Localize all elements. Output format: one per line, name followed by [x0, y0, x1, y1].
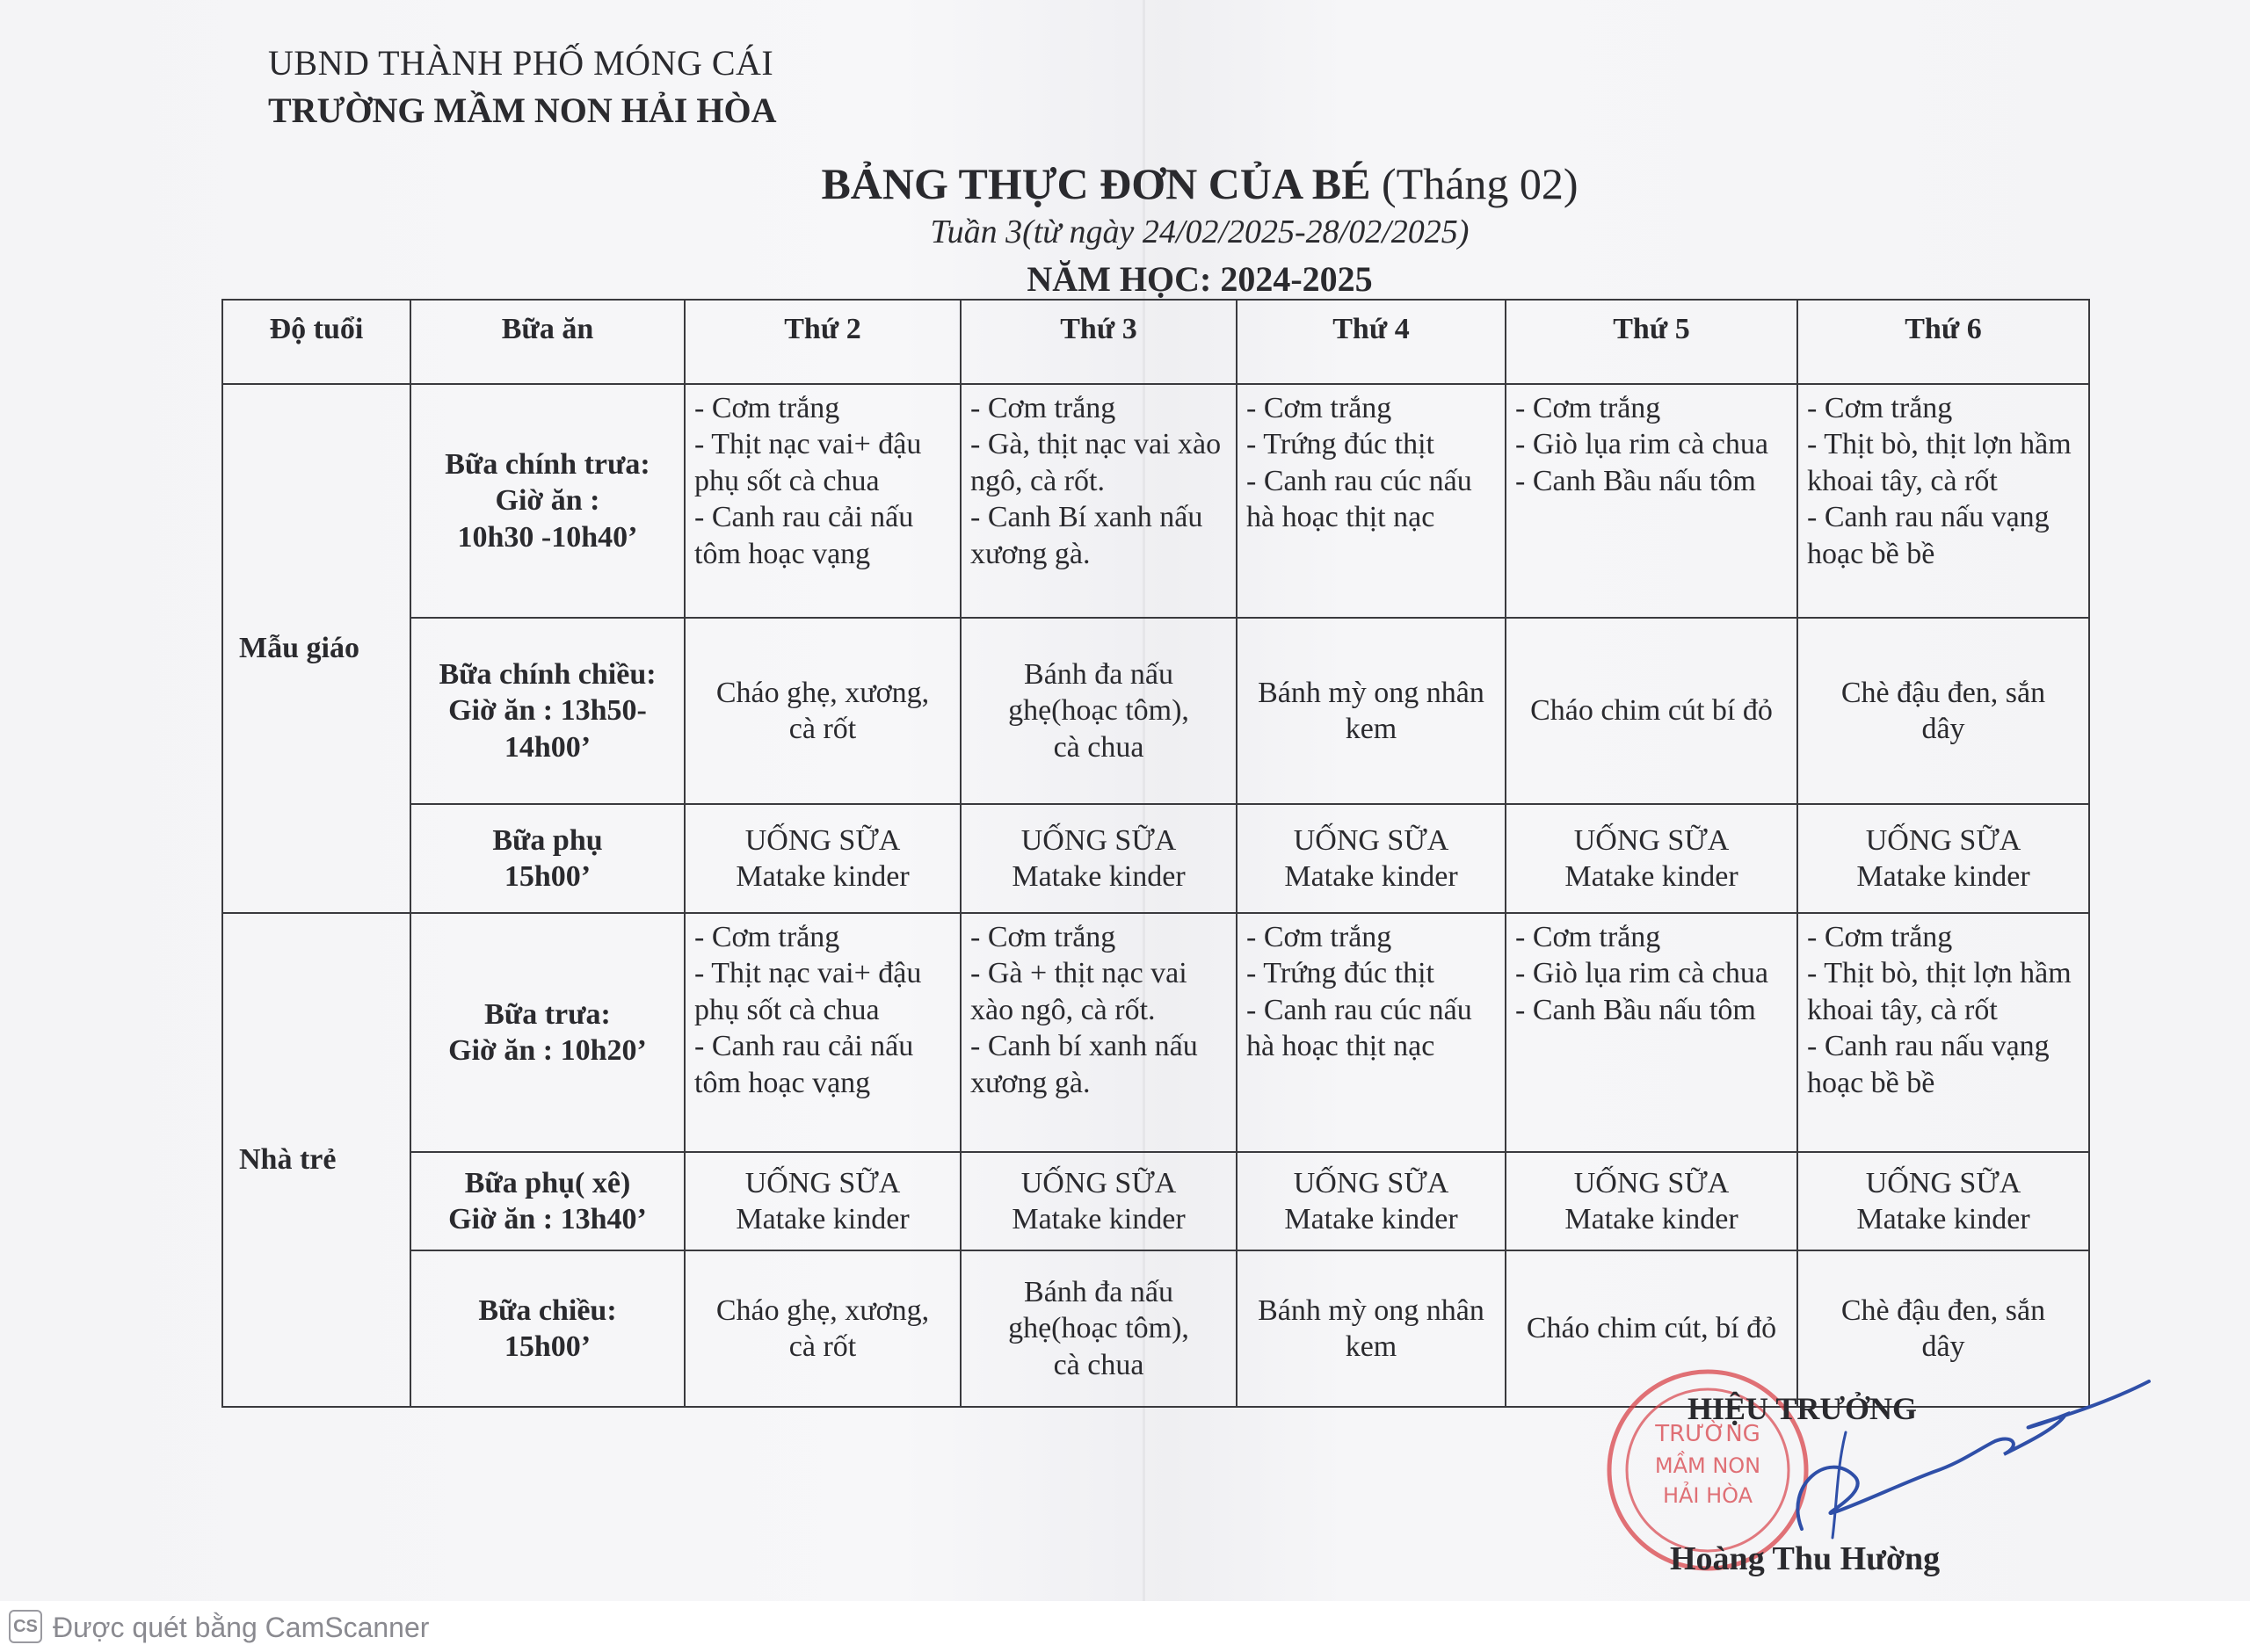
principal-name: Hoàng Thu Hường: [1670, 1540, 1941, 1577]
menu-table: [221, 299, 2090, 1408]
dish-cell: Bánh đa nấu ghẹ(hoạc tôm), cà chua: [961, 1250, 1237, 1407]
dish-cell: UỐNG SỮA Matake kinder: [1797, 1152, 2089, 1250]
week-range: Tuần 3(từ ngày 24/02/2025-28/02/2025): [930, 214, 1470, 250]
dish-cell: Bánh đa nấu ghẹ(hoạc tôm), cà chua: [961, 618, 1237, 804]
dish-cell: Chè đậu đen, sắn dây: [1797, 1250, 2089, 1407]
header-mon: Thứ 2: [685, 300, 961, 384]
dish-cell: Cháo chim cút, bí đỏ: [1506, 1250, 1797, 1407]
dish-cell: - Cơm trắng - Thịt nạc vai+ đậu phụ sốt cà chua - Canh rau cải nấu tôm hoạc vạng: [685, 384, 961, 618]
meal-name: Bữa chiều: 15h00’: [410, 1250, 685, 1407]
dish-cell: UỐNG SỮA Matake kinder: [1237, 1152, 1506, 1250]
dish-cell: UỐNG SỮA Matake kinder: [1506, 804, 1797, 913]
table-row: [222, 1152, 2089, 1250]
dish-cell: Cháo ghẹ, xương, cà rốt: [685, 618, 961, 804]
principal-title: HIỆU TRƯỞNG: [1688, 1391, 1918, 1426]
dish-cell: - Cơm trắng - Thịt bò, thịt lợn hầm khoai tây, cà rốt - Canh rau nấu vạng hoạc bề bề: [1797, 384, 2089, 618]
dish-cell: UỐNG SỮA Matake kinder: [1506, 1152, 1797, 1250]
dish-cell: UỐNG SỮA Matake kinder: [1237, 804, 1506, 913]
handwritten-signature: [1749, 1380, 2153, 1547]
header-meal: Bữa ăn: [410, 300, 685, 384]
header-wed: Thứ 4: [1237, 300, 1506, 384]
dish-cell: UỐNG SỮA Matake kinder: [1797, 804, 2089, 913]
header-age: Độ tuổi: [222, 300, 410, 384]
dish-cell: - Cơm trắng - Trứng đúc thịt - Canh rau cúc nấu hà hoạc thịt nạc: [1237, 384, 1506, 618]
dish-cell: - Cơm trắng - Trứng đúc thịt - Canh rau cúc nấu hà hoạc thịt nạc: [1237, 913, 1506, 1152]
dish-cell: Cháo chim cút bí đỏ: [1506, 618, 1797, 804]
stamp-text-line3: HẢI HÒA: [1662, 1483, 1753, 1508]
dish-cell: Bánh mỳ ong nhân kem: [1237, 1250, 1506, 1407]
dish-cell: - Cơm trắng - Thịt bò, thịt lợn hầm khoai tây, cà rốt - Canh rau nấu vạng hoạc bề bề: [1797, 913, 2089, 1152]
header-tue: Thứ 3: [961, 300, 1237, 384]
title-month: (Tháng 02): [1382, 159, 1579, 208]
dish-cell: UỐNG SỮA Matake kinder: [961, 1152, 1237, 1250]
school-name: TRƯỜNG MẦM NON HẢI HÒA: [268, 91, 777, 130]
dish-cell: - Cơm trắng - Giò lụa rim cà chua - Canh Bầu nấu tôm: [1506, 913, 1797, 1152]
dish-cell: - Cơm trắng - Thịt nạc vai+ đậu phụ sốt cà chua - Canh rau cải nấu tôm hoạc vạng: [685, 913, 961, 1152]
stamp-text-line1: TRƯỜNG: [1655, 1421, 1760, 1447]
age-group-nursery: Nhà trẻ: [222, 913, 410, 1407]
dish-cell: Cháo ghẹ, xương, cà rốt: [685, 1250, 961, 1407]
age-group-kindergarten: Mẫu giáo: [222, 384, 410, 913]
table-row: [222, 384, 2089, 618]
meal-name: Bữa phụ 15h00’: [410, 804, 685, 913]
camscanner-icon: CS: [9, 1610, 42, 1643]
table-row: [222, 618, 2089, 804]
dish-cell: Bánh mỳ ong nhân kem: [1237, 618, 1506, 804]
table-row: [222, 913, 2089, 1152]
header-thu: Thứ 5: [1506, 300, 1797, 384]
scanner-watermark: Được quét bằng CamScanner: [53, 1612, 430, 1643]
title-main: BẢNG THỰC ĐƠN CỦA BÉ: [821, 159, 1371, 208]
page-title: [0, 158, 2250, 209]
meal-name: Bữa trưa: Giờ ăn : 10h20’: [410, 913, 685, 1152]
table-row: [222, 804, 2089, 913]
header-fri: Thứ 6: [1797, 300, 2089, 384]
meal-name: Bữa chính chiều: Giờ ăn : 13h50- 14h00’: [410, 618, 685, 804]
dish-cell: - Cơm trắng - Gà + thịt nạc vai xào ngô, cà rốt. - Canh bí xanh nấu xương gà.: [961, 913, 1237, 1152]
dish-cell: - Cơm trắng - Gà, thịt nạc vai xào ngô, cà rốt. - Canh Bí xanh nấu xương gà.: [961, 384, 1237, 618]
table-header-row: [222, 300, 2089, 384]
dish-cell: Chè đậu đen, sắn dây: [1797, 618, 2089, 804]
dish-cell: UỐNG SỮA Matake kinder: [685, 804, 961, 913]
dish-cell: UỐNG SỮA Matake kinder: [961, 804, 1237, 913]
meal-name: Bữa phụ( xê) Giờ ăn : 13h40’: [410, 1152, 685, 1250]
dish-cell: UỐNG SỮA Matake kinder: [685, 1152, 961, 1250]
school-year: NĂM HỌC: 2024-2025: [1027, 259, 1373, 299]
dish-cell: - Cơm trắng - Giò lụa rim cà chua - Canh Bầu nấu tôm: [1506, 384, 1797, 618]
stamp-text-line2: MẦM NON: [1654, 1453, 1761, 1478]
authority-name: UBND THÀNH PHỐ MÓNG CÁI: [268, 43, 774, 83]
meal-name: Bữa chính trưa: Giờ ăn : 10h30 -10h40’: [410, 384, 685, 618]
